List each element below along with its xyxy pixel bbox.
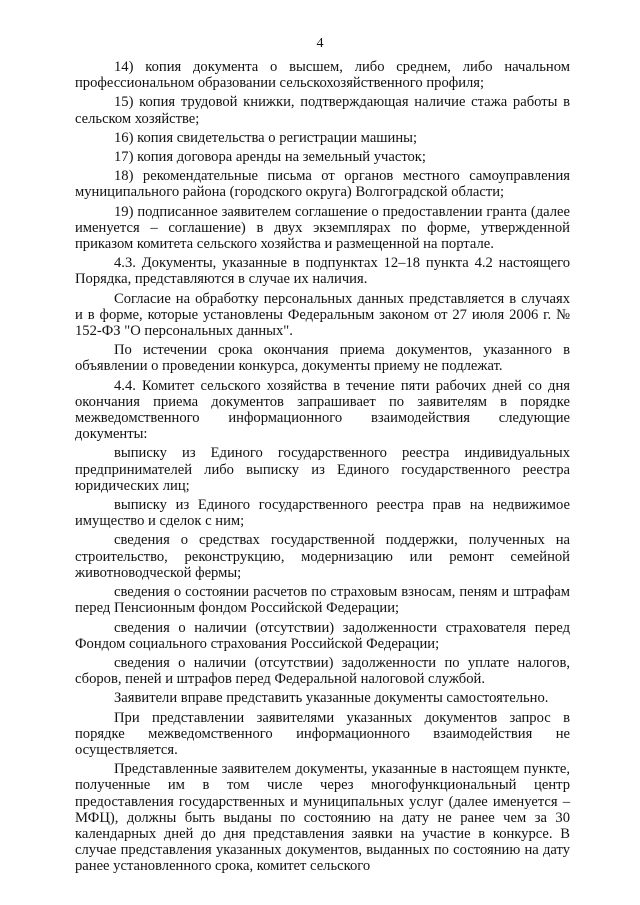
paragraph-item-19: 19) подписанное заявителем соглашение о предоставлении гранта (далее именуется – соглашение) в двух экземплярах по форме, утвержденной приказом комитета сельского хозяйства и размещенной на портале. xyxy=(75,203,570,253)
paragraph-pension-fund: сведения о состоянии расчетов по страховым взносам, пеням и штрафам перед Пенсионным фондом Российской Федерации; xyxy=(75,584,570,617)
paragraph-consent: Согласие на обработку персональных данных представляется в случаях и в форме, которые установлены Федеральным законом от 27 июля 2006 г. № 152-ФЗ "О персональных данных". xyxy=(75,290,570,340)
paragraph-item-14: 14) копия документа о высшем, либо среднем, либо начальном профессиональном образовании сельскохозяйственного профиля; xyxy=(75,59,570,92)
page-number: 4 xyxy=(316,36,324,51)
paragraph-mfc-documents: Представленные заявителем документы, указанные в настоящем пункте, полученные им в том числе через многофункциональный центр предоставления государственных и муниципальных услуг (далее именуется – МФЦ), должны быть выданы по состоянию на дату не ранее чем за 30 календарных дней до дня представления заявки на участие в конкурсе. В случае представления указанных документов, выданных по состоянию на дату ранее установленного срока, комитет сельского xyxy=(75,761,570,875)
paragraph-egrp-extract: выписку из Единого государственного реестра прав на недвижимое имущество и сделок с ним; xyxy=(75,497,570,530)
paragraph-deadline: По истечении срока окончания приема документов, указанного в объявлении о проведении конкурса, документы приему не подлежат. xyxy=(75,342,570,375)
paragraph-item-16: 16) копия свидетельства о регистрации машины; xyxy=(114,129,418,146)
paragraph-tax-service: сведения о наличии (отсутствии) задолженности по уплате налогов, сборов, пеней и штрафов перед Федеральной налоговой службой. xyxy=(75,654,570,688)
paragraph-section-4-3: 4.3. Документы, указанные в подпунктах 12–18 пункта 4.2 настоящего Порядка, представляются в случае их наличия. xyxy=(75,255,570,288)
paragraph-social-insurance: сведения о наличии (отсутствии) задолженности страхователя перед Фондом социального страхования Российской Федерации; xyxy=(75,619,570,652)
paragraph-section-4-4: 4.4. Комитет сельского хозяйства в течение пяти рабочих дней со дня окончания приема документов запрашивает по заявителям в порядке межведомственного информационного взаимодействия следующие документы: xyxy=(75,377,570,443)
paragraph-self-submission: Заявители вправе представить указанные документы самостоятельно. xyxy=(114,690,549,707)
paragraph-item-18: 18) рекомендательные письма от органов местного самоуправления муниципального района (городского округа) Волгоградской области; xyxy=(75,168,570,201)
document-body xyxy=(75,59,570,878)
paragraph-item-17: 17) копия договора аренды на земельный участок; xyxy=(114,149,426,166)
paragraph-no-request: При представлении заявителями указанных документов запрос в порядке межведомственного информационного взаимодействия не осуществляется. xyxy=(75,709,570,758)
paragraph-state-support: сведения о средствах государственной поддержки, полученных на строительство, реконструкцию, модернизацию или ремонт семейной животноводческой фермы; xyxy=(75,532,570,581)
paragraph-egrip-extract: выписку из Единого государственного реестра индивидуальных предпринимателей либо выписку из Единого государственного реестра юридических лиц; xyxy=(75,445,570,494)
paragraph-item-15: 15) копия трудовой книжки, подтверждающая наличие стажа работы в сельском хозяйстве; xyxy=(75,94,570,127)
